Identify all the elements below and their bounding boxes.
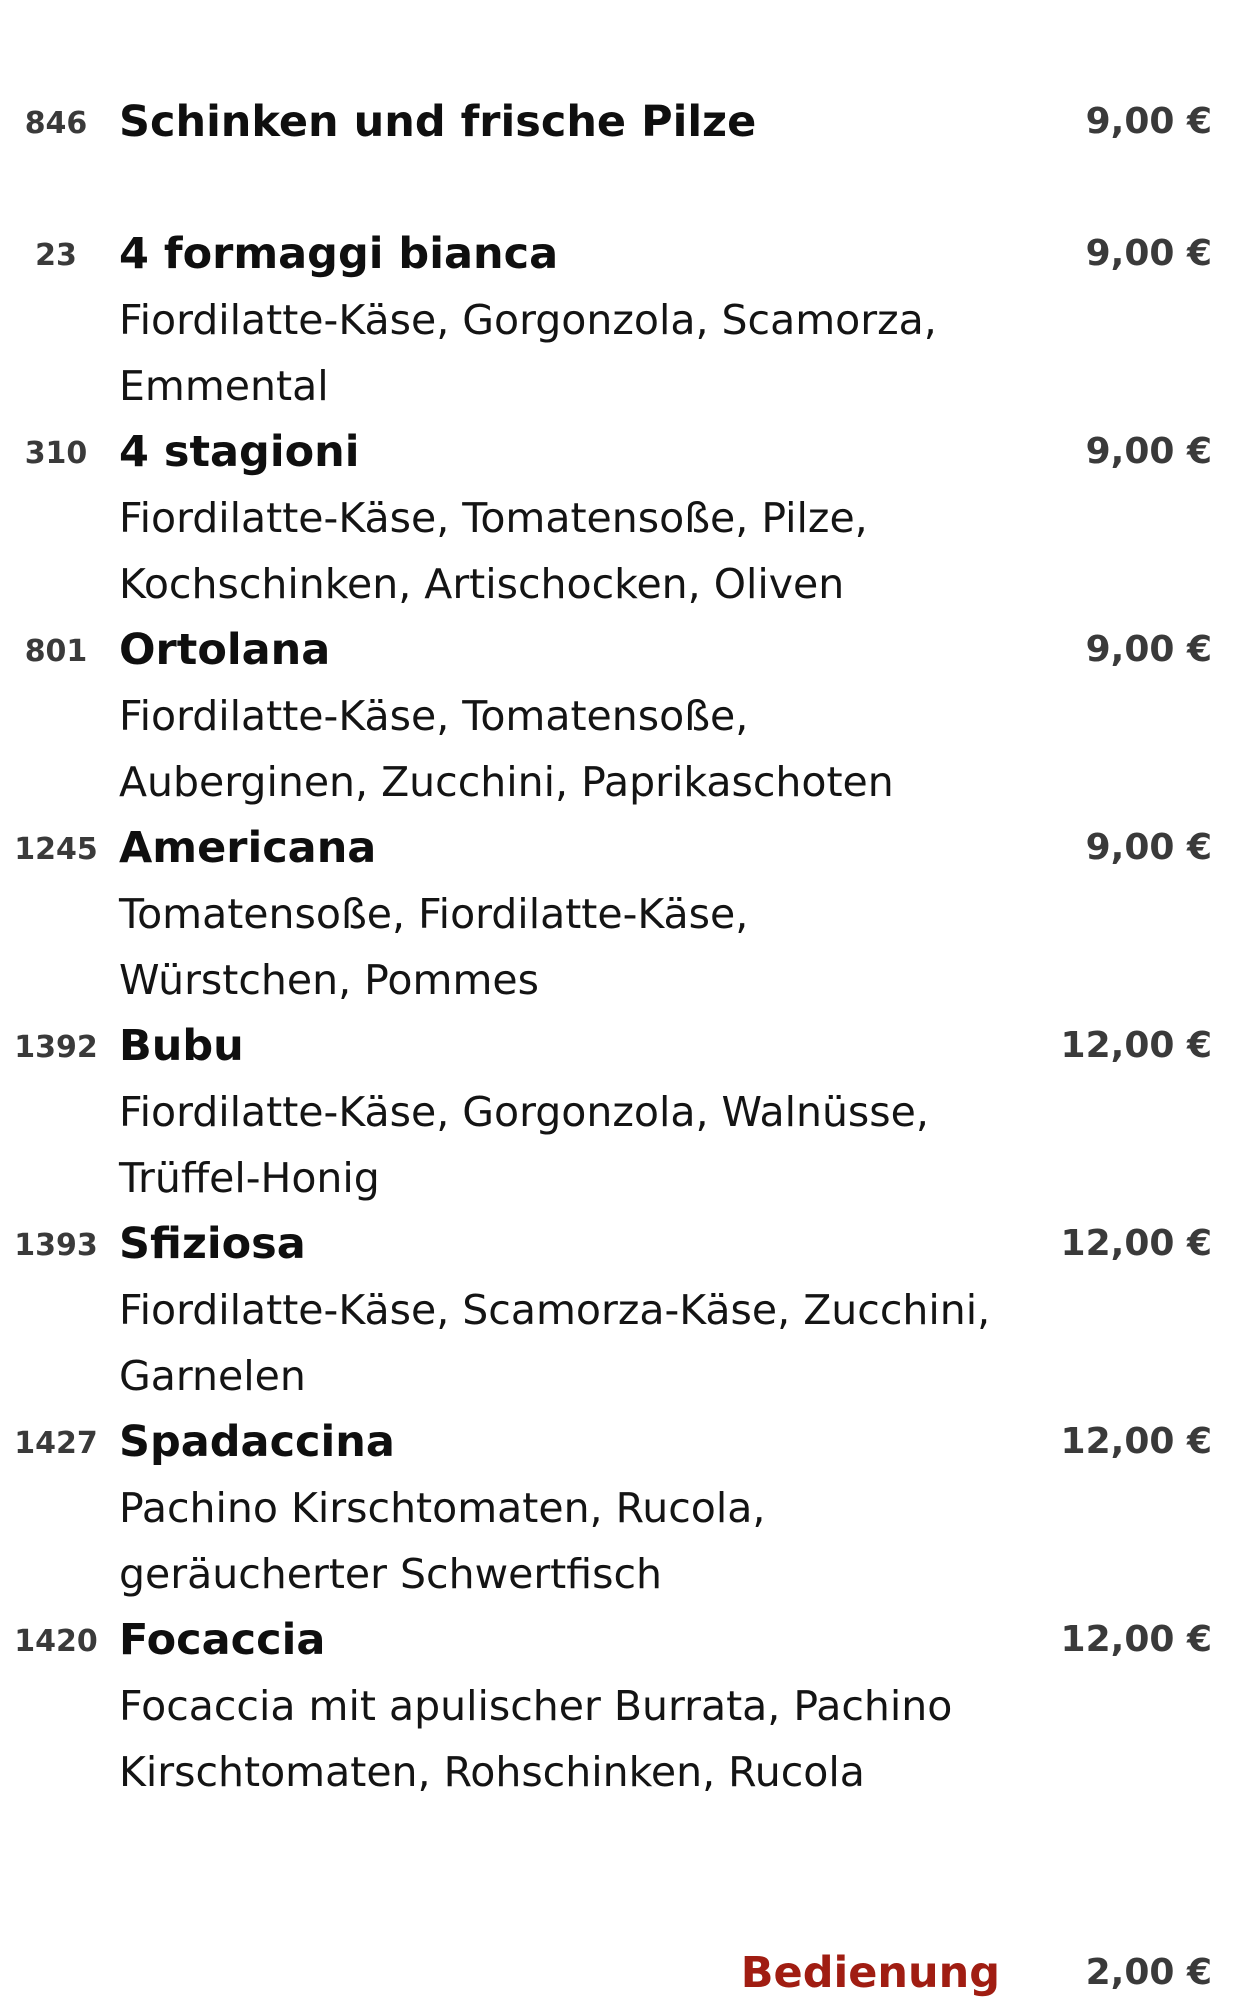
description-line: Kochschinken, Artischocken, Oliven [119, 560, 845, 608]
item-name: 4 formaggi bianca [119, 229, 559, 279]
item-description [119, 683, 1019, 815]
item-number: 801 [24, 634, 88, 669]
description-line: Fiordilatte-Käse, Gorgonzola, Scamorza, [119, 296, 937, 344]
item-name: 4 stagioni [119, 427, 360, 477]
service-charge-row [0, 1940, 1240, 2006]
description-line: Fiordilatte-Käse, Tomatensoße, [119, 692, 749, 740]
service-price: 2,00 € [1085, 1952, 1212, 1993]
item-price: 12,00 € [1060, 1619, 1212, 1660]
item-description [119, 287, 1019, 419]
item-number: 1427 [14, 1426, 98, 1461]
description-line: Garnelen [119, 1352, 306, 1400]
item-name: Schinken und frische Pilze [119, 97, 757, 147]
item-name: Spadaccina [119, 1417, 395, 1467]
description-line: Emmental [119, 362, 329, 410]
item-price: 9,00 € [1085, 827, 1212, 868]
item-price: 9,00 € [1085, 431, 1212, 472]
item-description [119, 881, 1019, 1013]
item-number: 1245 [14, 832, 98, 867]
description-line: Würstchen, Pommes [119, 956, 539, 1004]
item-name: Americana [119, 823, 377, 873]
description-line: Auberginen, Zucchini, Paprikaschoten [119, 758, 894, 806]
description-line: Focaccia mit apulischer Burrata, Pachino [119, 1682, 953, 1730]
item-description [119, 1475, 1019, 1607]
item-number: 846 [24, 106, 88, 141]
description-line: Tomatensoße, Fiordilatte-Käse, [119, 890, 749, 938]
description-line: geräucherter Schwertfisch [119, 1550, 662, 1598]
item-number: 1392 [14, 1030, 98, 1065]
item-description [119, 1673, 1019, 1805]
item-number: 1420 [14, 1624, 98, 1659]
item-number: 23 [35, 238, 77, 273]
item-name: Ortolana [119, 625, 331, 675]
item-name: Sfiziosa [119, 1219, 306, 1269]
item-description [119, 1277, 1019, 1409]
item-price: 9,00 € [1085, 629, 1212, 670]
description-line: Fiordilatte-Käse, Gorgonzola, Walnüsse, [119, 1088, 929, 1136]
item-number: 1393 [14, 1228, 98, 1263]
item-price: 9,00 € [1085, 101, 1212, 142]
description-line: Pachino Kirschtomaten, Rucola, [119, 1484, 766, 1532]
item-price: 12,00 € [1060, 1025, 1212, 1066]
item-number: 310 [24, 436, 88, 471]
item-description [119, 485, 1019, 617]
service-label: Bedienung [740, 1948, 1000, 1998]
description-line: Kirschtomaten, Rohschinken, Rucola [119, 1748, 865, 1796]
item-name: Focaccia [119, 1615, 326, 1665]
description-line: Trüffel-Honig [119, 1154, 380, 1202]
item-name: Bubu [119, 1021, 244, 1071]
description-line: Fiordilatte-Käse, Scamorza-Käse, Zucchini, [119, 1286, 991, 1334]
item-price: 12,00 € [1060, 1223, 1212, 1264]
item-price: 9,00 € [1085, 233, 1212, 274]
item-description [119, 1079, 1019, 1211]
description-line: Fiordilatte-Käse, Tomatensoße, Pilze, [119, 494, 868, 542]
item-price: 12,00 € [1060, 1421, 1212, 1462]
